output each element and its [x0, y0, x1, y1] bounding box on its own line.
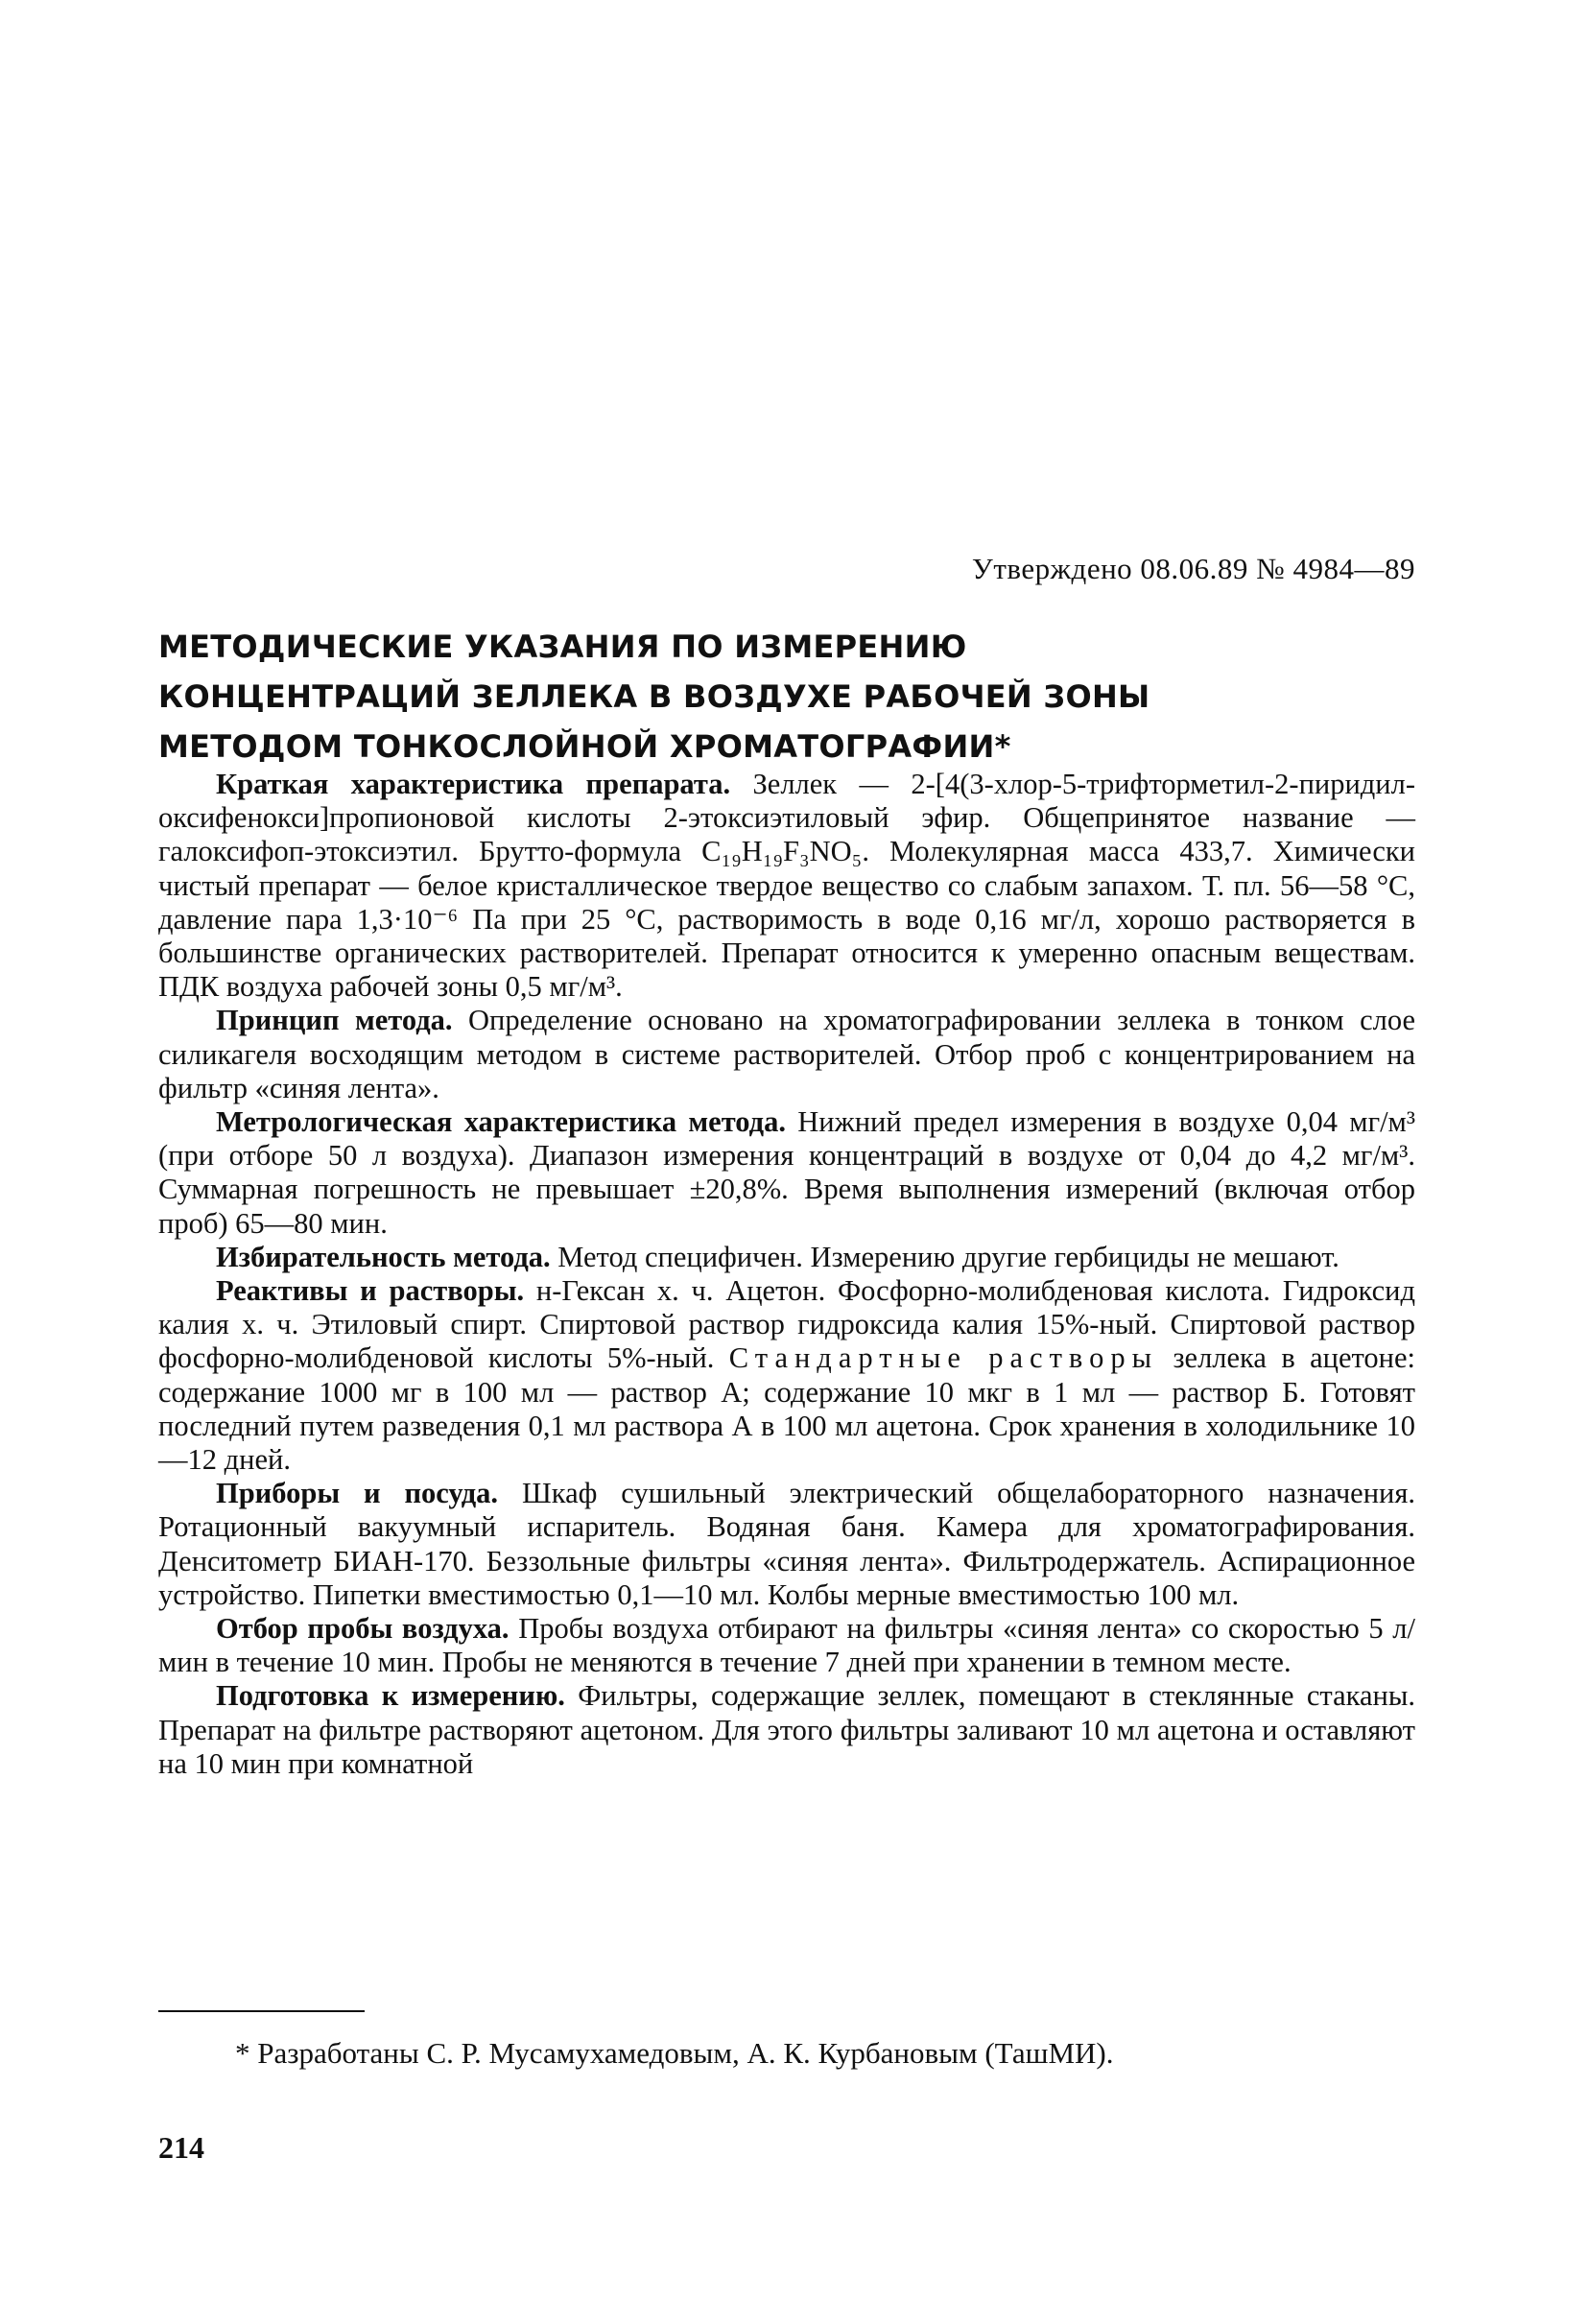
text-principle: Определение основано на хроматографировании зеллека в тонком слое силикагеля восходящим методом в системе растворителей. Отбор проб с концентрированием на фильтр «синяя лента».	[158, 1004, 1415, 1104]
heading-metrology: Метрологическая характеристика метода.	[216, 1105, 786, 1139]
page-number: 214	[158, 2130, 204, 2165]
heading-characteristics: Краткая характеристика препарата.	[216, 768, 731, 800]
paragraph-reagents	[158, 1274, 1415, 1477]
text-reagents-b: зеллека в ацетоне: содержание 1000 мг в 100 мл — раствор А; содержание 10 мкг в 1 мл — раствор Б. Готовят последний путем разведения 0,1 мл раствора А в 100 мл ацетона. Срок хранения в холодильнике 10—12 дней.	[158, 1341, 1415, 1477]
paragraph-equipment	[158, 1477, 1415, 1612]
text-preparation: Фильтры, содержащие зеллек, помещают в стеклянные стаканы. Препарат на фильтре растворяют ацетоном. Для этого фильтры заливают 10 мл ацетона и оставляют на 10 мин при комнатной	[158, 1679, 1415, 1780]
paragraph-characteristics	[158, 768, 1415, 1004]
text-selectivity: Метод специфичен. Измерению другие гербициды не мешают.	[550, 1240, 1339, 1273]
heading-principle: Принцип метода.	[216, 1004, 453, 1037]
document-title	[158, 622, 1425, 771]
title-line-2: КОНЦЕНТРАЦИЙ ЗЕЛЛЕКА В ВОЗДУХЕ РАБОЧЕЙ ЗОНЫ	[158, 678, 1150, 715]
paragraph-principle	[158, 1004, 1415, 1105]
heading-preparation: Подготовка к измерению.	[216, 1679, 565, 1713]
footnote-divider	[158, 2010, 365, 2012]
title-line-1: МЕТОДИЧЕСКИЕ УКАЗАНИЯ ПО ИЗМЕРЕНИЮ	[158, 628, 967, 665]
heading-selectivity: Избирательность метода.	[216, 1240, 551, 1273]
footnote: * Разработаны С. Р. Мусамухамедовым, А. К. Курбановым (ТашМИ).	[235, 2036, 1114, 2070]
text-metrology: Нижний предел измерения в воздухе 0,04 мг/м³ (при отборе 50 л воздуха). Диапазон измерения концентраций в воздухе от 0,04 до 4,2 мг/м³. Суммарная погрешность не превышает ±20,8%. Время выполнения измерений (включая отбор проб) 65—80 мин.	[158, 1105, 1415, 1240]
paragraph-metrology	[158, 1105, 1415, 1241]
text-reagents-spaced: Стандартные растворы	[728, 1341, 1159, 1375]
title-line-3: МЕТОДОМ ТОНКОСЛОЙНОЙ ХРОМАТОГРАФИИ*	[158, 728, 1011, 765]
heading-sampling: Отбор пробы воздуха.	[216, 1612, 510, 1646]
paragraph-preparation	[158, 1679, 1415, 1781]
text-equipment: Шкаф сушильный электрический общелабораторного назначения. Ротационный вакуумный испаритель. Водяная баня. Камера для хроматографирования. Денситометр БИАН-170. Беззольные фильтры «синяя лента». Фильтродержатель. Аспирационное устройство. Пипетки вместимостью 0,1—10 мл. Колбы мерные вместимостью 100 мл.	[158, 1477, 1415, 1611]
paragraph-sampling	[158, 1612, 1415, 1679]
document-body	[158, 768, 1415, 1781]
paragraph-selectivity	[158, 1241, 1415, 1274]
text-reagents-a: н-Гексан х. ч. Ацетон. Фосфорно-молибденовая кислота. Гидроксид калия х. ч. Этиловый спирт. Спиртовой раствор гидроксида калия 15%-ный. Спиртовой раствор фосфорно-молибденовой кислоты 5%-ный.	[158, 1274, 1415, 1375]
text-characteristics: Зеллек — 2-[4(3-хлор-5-трифторметил-2-пиридил-оксифенокси]пропионовой кислоты 2-этоксиэтиловый эфир. Общепринятое название — галоксифоп-этоксиэтил. Брутто-формула C₁₉H₁₉F₃NO₅. Молекулярная масса 433,7. Химически чистый препарат — белое кристаллическое твердое вещество со слабым запахом. Т. пл. 56—58 °С, давление пара 1,3·10⁻⁶ Па при 25 °С, растворимость в воде 0,16 мг/л, хорошо растворяется в большинстве органических растворителей. Препарат относится к умеренно опасным веществам. ПДК воздуха рабочей зоны 0,5 мг/м³.	[158, 768, 1416, 1004]
approval-line: Утверждено 08.06.89 № 4984—89	[971, 552, 1415, 585]
text-sampling: Пробы воздуха отбирают на фильтры «синяя лента» со скоростью 5 л/мин в течение 10 мин. Пробы не меняются в течение 7 дней при хранении в темном месте.	[158, 1612, 1415, 1679]
heading-equipment: Приборы и посуда.	[216, 1477, 499, 1510]
heading-reagents: Реактивы и растворы.	[216, 1274, 525, 1308]
